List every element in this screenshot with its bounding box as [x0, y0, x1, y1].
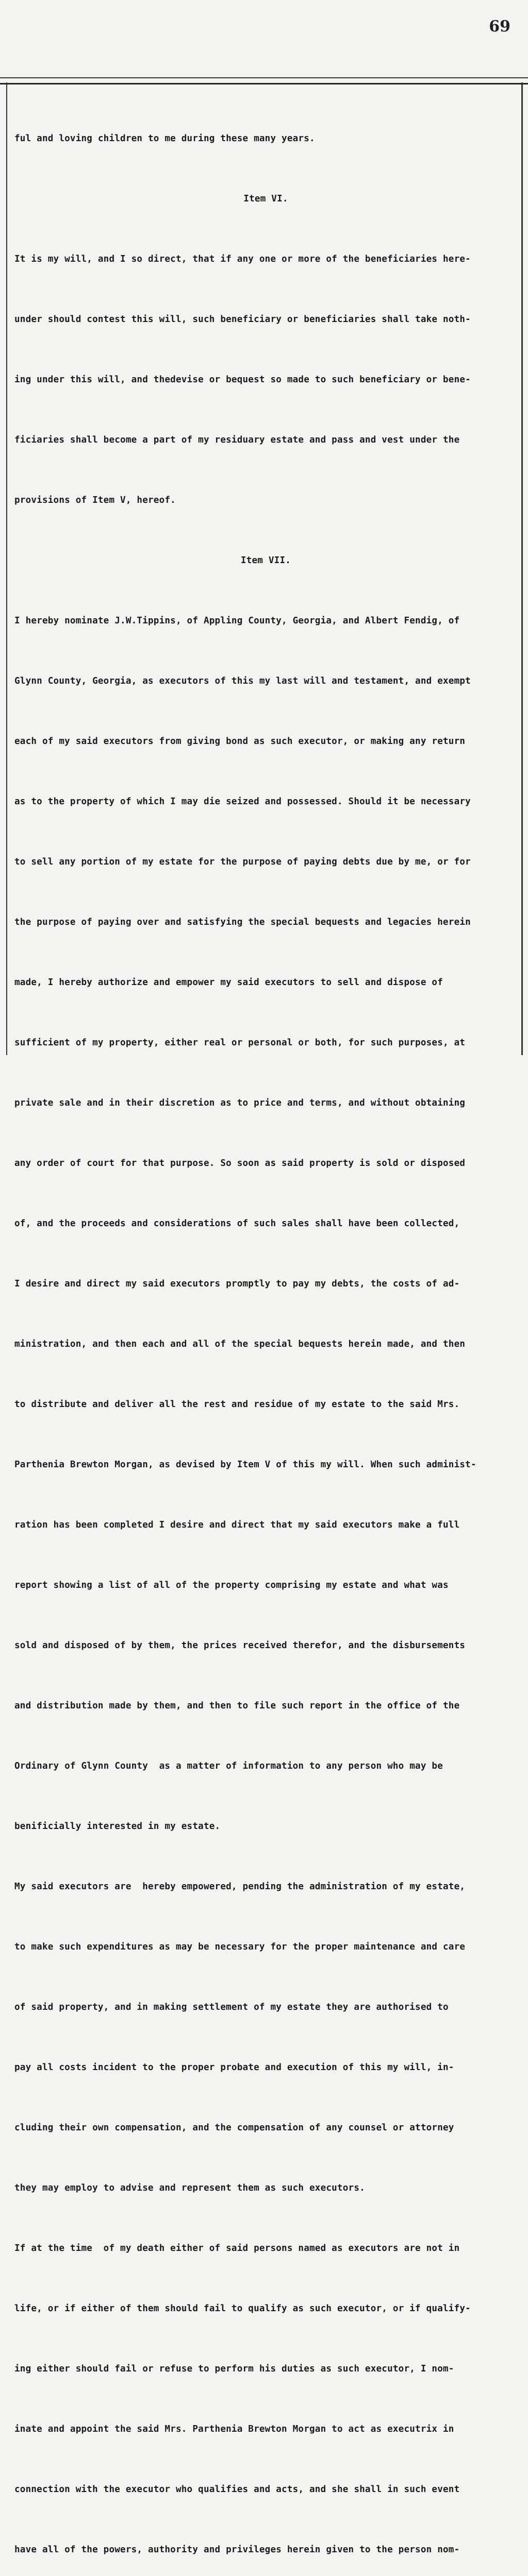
text-line: Ordinary of Glynn County as a matter of information to any person who may be [14, 1761, 443, 1771]
text-line: Glynn County, Georgia, as executors of this my last will and testament, and exempt [14, 676, 471, 686]
text-line: under should contest this will, such beneficiary or beneficiaries shall take noth- [14, 314, 471, 325]
text-line: and distribution made by them, and then to file such report in the office of the [14, 1701, 460, 1711]
text-line: to sell any portion of my estate for the purpose of paying debts due by me, or for [14, 857, 471, 867]
text-line: pay all costs incident to the proper probate and execution of this my will, in- [14, 2062, 454, 2073]
item-heading: Item VI. [243, 194, 288, 204]
text-line: as to the property of which I may die seized and possessed. Should it be necessary [14, 796, 471, 807]
text-line: My said executors are hereby empowered, pending the administration of my estate, [14, 1882, 466, 1892]
text-line: they may employ to advise and represent them as such executors. [14, 2183, 365, 2193]
page-number: 69 [489, 18, 510, 36]
text-line: I hereby nominate J.W.Tippins, of Appling County, Georgia, and Albert Fendig, of [14, 616, 460, 626]
text-line: of, and the proceeds and considerations of such sales shall have been collected, [14, 1218, 460, 1229]
text-line: private sale and in their discretion as to price and terms, and without obtaining [14, 1098, 466, 1108]
text-line: to distribute and deliver all the rest and residue of my estate to the said Mrs. [14, 1399, 460, 1410]
text-line: connection with the executor who qualifies and acts, and she shall in such event [14, 2484, 460, 2495]
text-line: It is my will, and I so direct, that if any one or more of the beneficiaries here- [14, 254, 471, 264]
text-line: Parthenia Brewton Morgan, as devised by Item V of this my will. When such administ- [14, 1460, 476, 1470]
text-line: life, or if either of them should fail to qualify as such executor, or if qualify- [14, 2303, 471, 2314]
text-line: provisions of Item V, hereof. [14, 495, 176, 505]
text-line: ing either should fail or refuse to perform his duties as such executor, I nom- [14, 2364, 454, 2374]
text-line: of said property, and in making settlement of my estate they are authorised to [14, 2002, 449, 2012]
text-line: the purpose of paying over and satisfying the special bequests and legacies herein [14, 917, 471, 927]
text-line: cluding their own compensation, and the compensation of any counsel or attorney [14, 2123, 454, 2133]
text-line: each of my said executors from giving bond as such executor, or making any return [14, 736, 466, 747]
text-line: If at the time of my death either of said persons named as executors are not in [14, 2243, 460, 2253]
item-heading: Item VII. [240, 555, 291, 566]
text-line: have all of the powers, authority and privileges herein given to the person nom- [14, 2545, 460, 2555]
document-body [14, 89, 517, 2576]
text-line: any order of court for that purpose. So soon as said property is sold or disposed [14, 1158, 466, 1168]
text-line: ration has been completed I desire and direct that my said executors make a full [14, 1520, 460, 1530]
text-line: benificially interested in my estate. [14, 1821, 221, 1832]
text-line: ministration, and then each and all of the special bequests herein made, and then [14, 1339, 466, 1349]
text-line: ing under this will, and thedevise or bequest so made to such beneficiary or bene- [14, 375, 471, 385]
text-line: made, I hereby authorize and empower my said executors to sell and dispose of [14, 977, 443, 988]
text-line: ful and loving children to me during these many years. [14, 133, 315, 144]
text-line: sufficient of my property, either real or personal or both, for such purposes, at [14, 1038, 466, 1048]
text-line: inate and appoint the said Mrs. Parthenia Brewton Morgan to act as executrix in [14, 2424, 454, 2434]
text-line: I desire and direct my said executors promptly to pay my debts, the costs of ad- [14, 1279, 460, 1289]
text-line: to make such expenditures as may be necessary for the proper maintenance and care [14, 1942, 466, 1952]
text-line: report showing a list of all of the property comprising my estate and what was [14, 1580, 449, 1590]
text-line: sold and disposed of by them, the prices received therefor, and the disbursements [14, 1640, 466, 1651]
text-line: ficiaries shall become a part of my residuary estate and pass and vest under the [14, 435, 460, 445]
